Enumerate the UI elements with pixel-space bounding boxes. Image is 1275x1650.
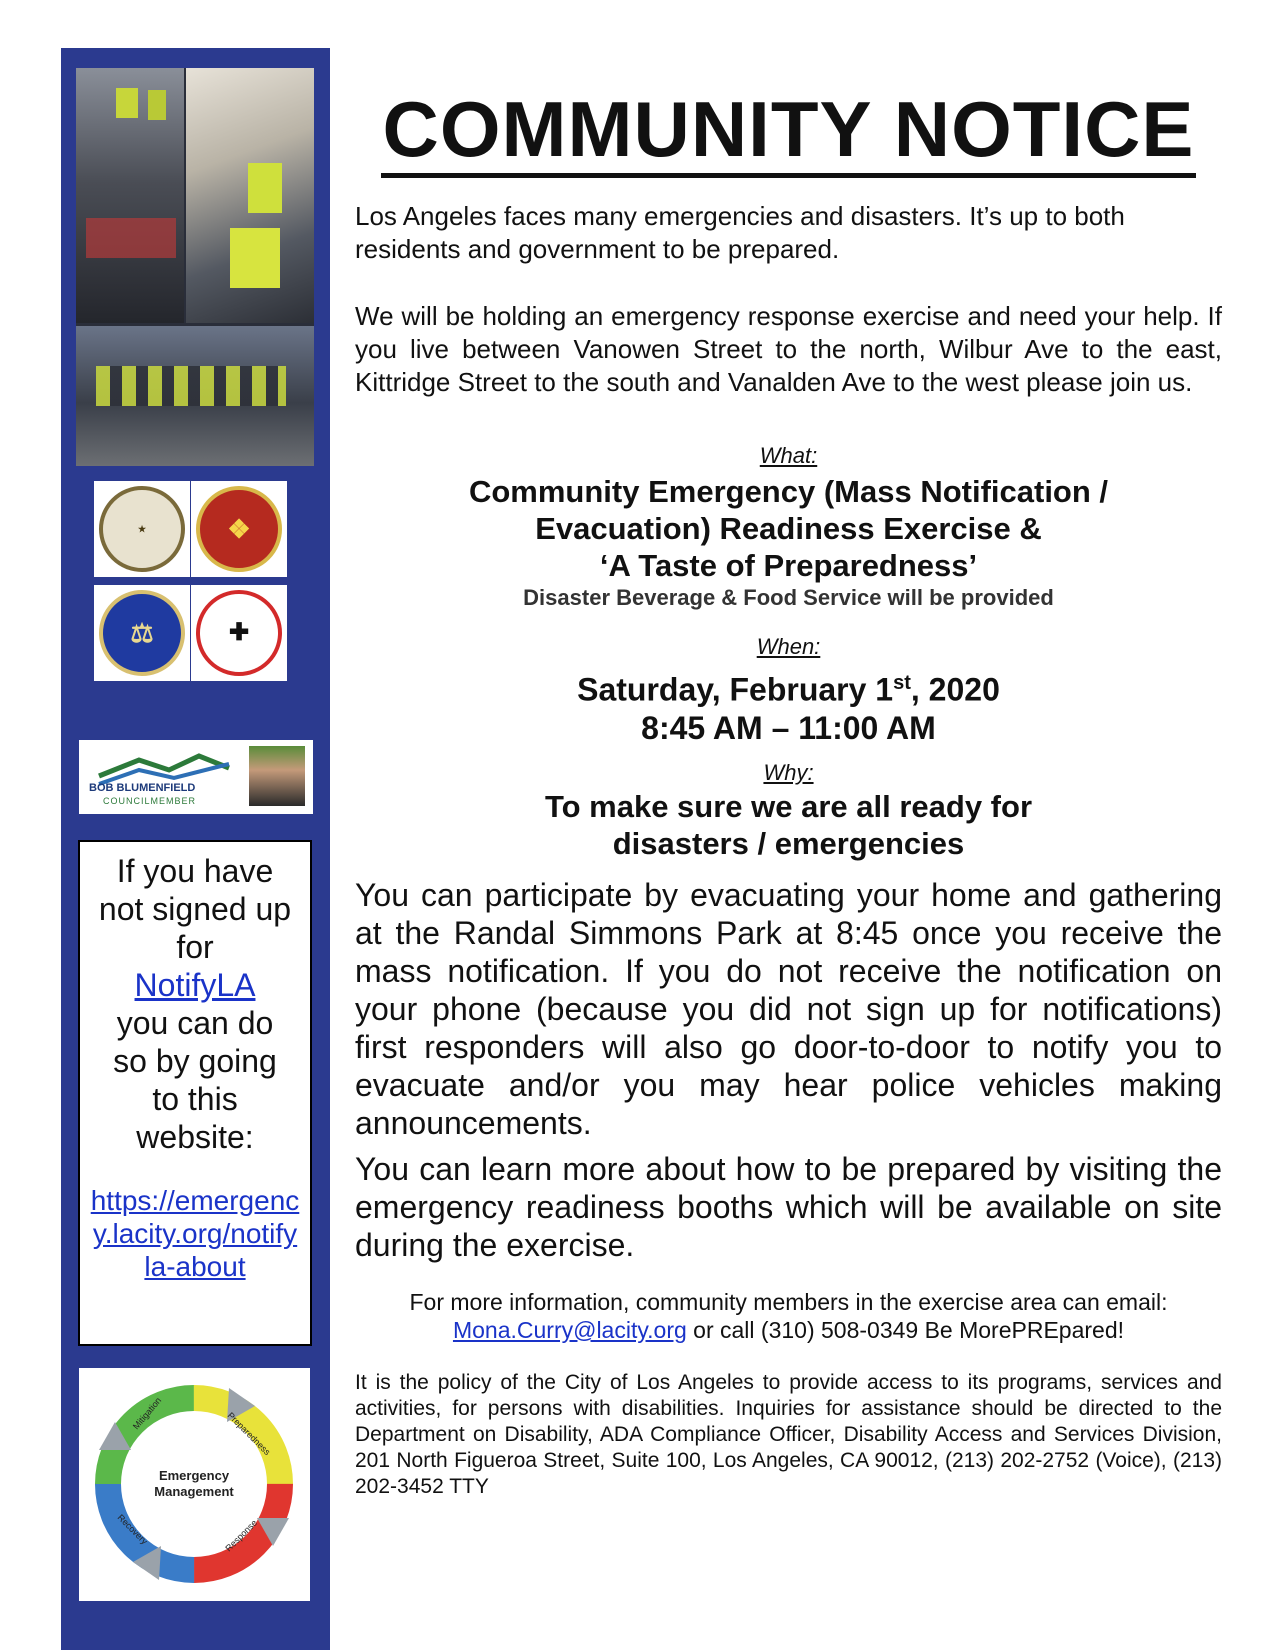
body-paragraph-2: You can learn more about how to be prepared by visiting the emergency readiness booths which will be available on site during the exercise. [355,1151,1222,1263]
city-seal-logo [94,481,190,577]
disability-policy: It is the policy of the City of Los Angeles to provide access to its programs, services and activities, for persons with disabilities. Inquiries for assistance should be directed to the Department on Disability, ADA Compliance Officer, Disability Access and Services Division, 201 North Figueroa Street, Suite 100, Los Angeles, CA 90012, (213) 202-2752 (Voice), (213) 202-3452 TTY [355,1371,1222,1498]
contact-email-link[interactable]: Mona.Curry@lacity.org [452,1317,687,1343]
body-paragraph-1: You can participate by evacuating your home and gathering at the Randal Simmons Park at 8:45 once you receive the mass notification. If you do not receive the notification on your phone (because you did not sign up for notifications) first responders will also go door-to-door to notify you to evacuate and/or you may hear police vehicles making announcements. [355,877,1222,1141]
what-section [355,443,1222,612]
when-date: Saturday, February 1st, 2020 [577,671,1000,708]
why-line-2: disasters / emergencies [612,826,965,861]
fire-department-logo [191,481,287,577]
photo-tent [186,68,314,323]
city-seal-icon: ★ [137,524,147,534]
photo-collage [76,68,314,466]
councilmember-logo [79,740,313,814]
when-label: When: [756,634,821,659]
what-line-1: Community Emergency (Mass Notification / [468,474,1109,509]
police-department-logo [94,585,190,681]
notifyla-url-link[interactable]: https://emergency.lacity.org/notifyla-about [90,1185,300,1282]
sidebar [61,48,330,1650]
notifyla-link[interactable]: NotifyLA [134,967,256,1003]
intro-paragraph-2: We will be holding an emergency response exercise and need your help. If you live between Vanowen Street to the north, Wilbur Ave to the east, Kittridge Street to the south and Vanalden Ave to the west please join us. [355,301,1222,397]
notifyla-callout [78,840,312,1346]
be-more-prepared-logo [191,585,287,681]
notify-text-post: you can do so by going to this website: [113,1005,277,1155]
when-section [355,634,1222,747]
why-line-1: To make sure we are all ready for [544,789,1033,824]
cycle-diagram-icon [79,1368,310,1601]
intro-paragraph-1: Los Angeles faces many emergencies and disasters. It’s up to both residents and government to be prepared. [355,201,1125,264]
em-recovery-label: Recovery [115,1512,150,1547]
councilmember-photo [249,746,305,806]
photo-crowd [76,326,314,466]
em-center-label-1: Emergency [158,1468,230,1483]
red-cross-icon: ✚ [228,619,250,646]
why-label: Why: [763,760,814,785]
contact-section [355,1288,1222,1344]
notify-text-pre: If you have not signed up for [98,853,292,965]
em-preparedness-label: Preparedness [225,1410,273,1458]
councilmember-role: COUNCILMEMBER [103,796,197,806]
what-sub: Disaster Beverage & Food Service will be provided [523,585,1054,610]
emergency-management-cycle [79,1368,310,1601]
scales-icon: ⚖ [130,618,154,648]
when-time: 8:45 AM – 11:00 AM [641,709,936,746]
em-mitigation-label: Mitigation [130,1395,164,1432]
what-line-3: ‘A Taste of Preparedness’ [599,548,978,583]
photo-officers [76,68,184,323]
councilmember-name: BOB BLUMENFIELD [89,782,196,794]
page-title: COMMUNITY NOTICE [355,84,1222,175]
fire-seal-icon: ❖ [227,514,251,544]
contact-line-2: Mona.Curry@lacity.org or call (310) 508-0349 Be MorePREpared! [452,1317,1125,1343]
why-section [355,760,1222,862]
em-center-label-2: Management [154,1484,234,1499]
what-label: What: [759,443,818,468]
em-response-label: Response [223,1517,260,1554]
what-line-2: Evacuation) Readiness Exercise & [535,511,1042,546]
contact-line-1: For more information, community members in the exercise area can email: [409,1289,1168,1315]
